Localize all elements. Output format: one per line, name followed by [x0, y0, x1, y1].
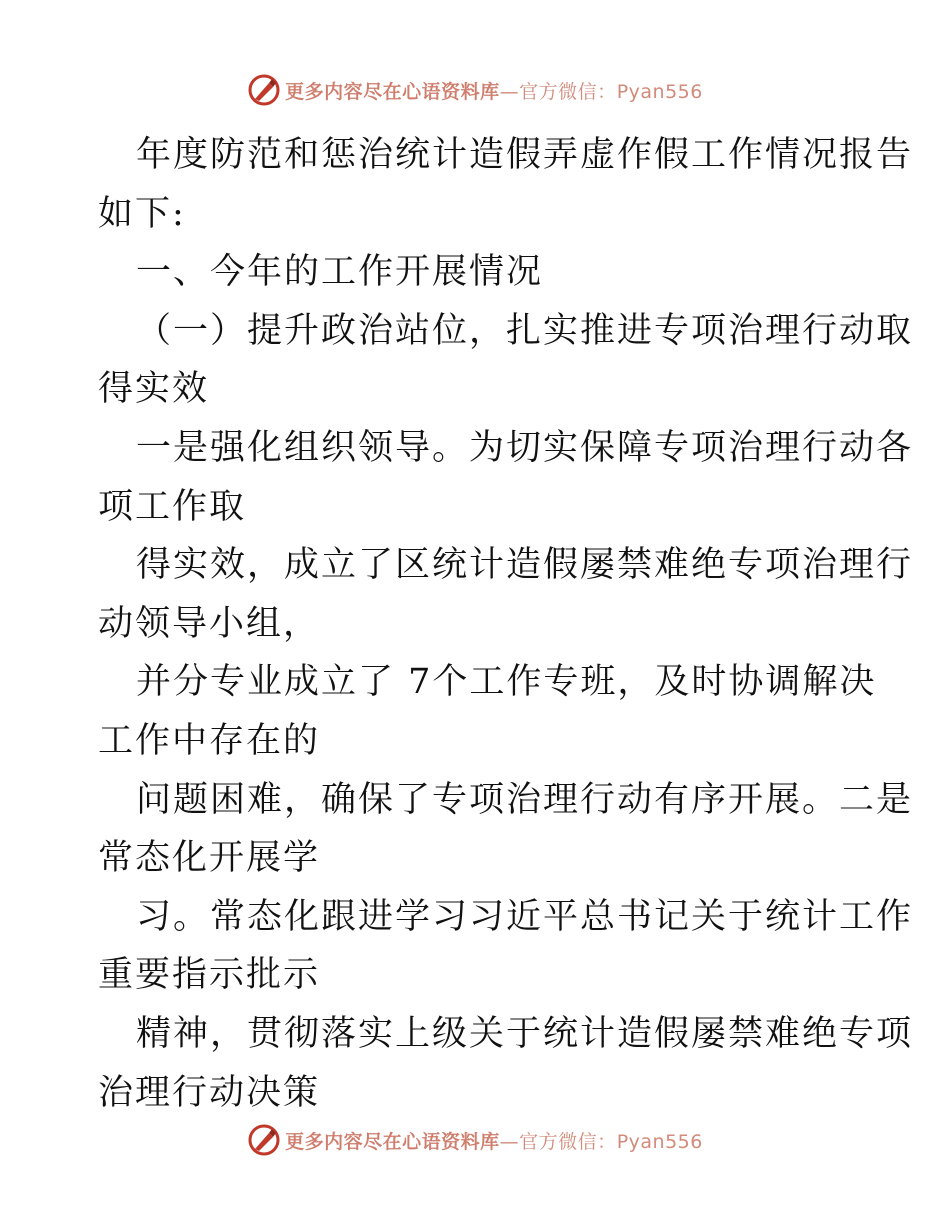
text-line: 治理行动决策 — [98, 1072, 321, 1113]
watermark-text: 更多内容尽在心语资料库—官方微信：Pyan556 — [285, 1130, 703, 1153]
text-line: 习。常态化跟进学习习近平总书记关于统计工作 — [136, 896, 914, 937]
document-body — [98, 126, 914, 1122]
text-line: 年度防范和惩治统计造假弄虚作假工作情况报告 — [136, 135, 914, 175]
text-line: 得实效，成立了区统计造假屡禁难绝专项治理行 — [136, 545, 914, 586]
text-line: 问题困难，确保了专项治理行动有序开展。二是 — [136, 779, 914, 820]
text-line: 得实效 — [98, 369, 210, 410]
text-line: 工作中存在的 — [98, 720, 321, 761]
header-watermark — [0, 70, 950, 110]
text-line: 如下: — [98, 193, 186, 234]
text-line: 动领导小组， — [98, 603, 321, 644]
text-line: 重要指示批示 — [98, 955, 321, 996]
text-line: 项工作取 — [98, 486, 247, 527]
text-line: 一、今年的工作开展情况 — [136, 252, 544, 293]
pen-logo-icon — [247, 73, 281, 107]
footer-watermark — [0, 1120, 950, 1160]
text-line: （一）提升政治站位，扎实推进专项治理行动取 — [136, 310, 914, 351]
text-line: 常态化开展学 — [98, 838, 321, 879]
text-line: 并分专业成立了 7个工作专班，及时协调解决 — [136, 662, 877, 703]
watermark-text: 更多内容尽在心语资料库—官方微信：Pyan556 — [285, 80, 703, 103]
text-line: 精神，贯彻落实上级关于统计造假屡禁难绝专项 — [136, 1013, 914, 1054]
pen-logo-icon — [247, 1123, 281, 1157]
text-line: 一是强化组织领导。为切实保障专项治理行动各 — [136, 427, 914, 468]
